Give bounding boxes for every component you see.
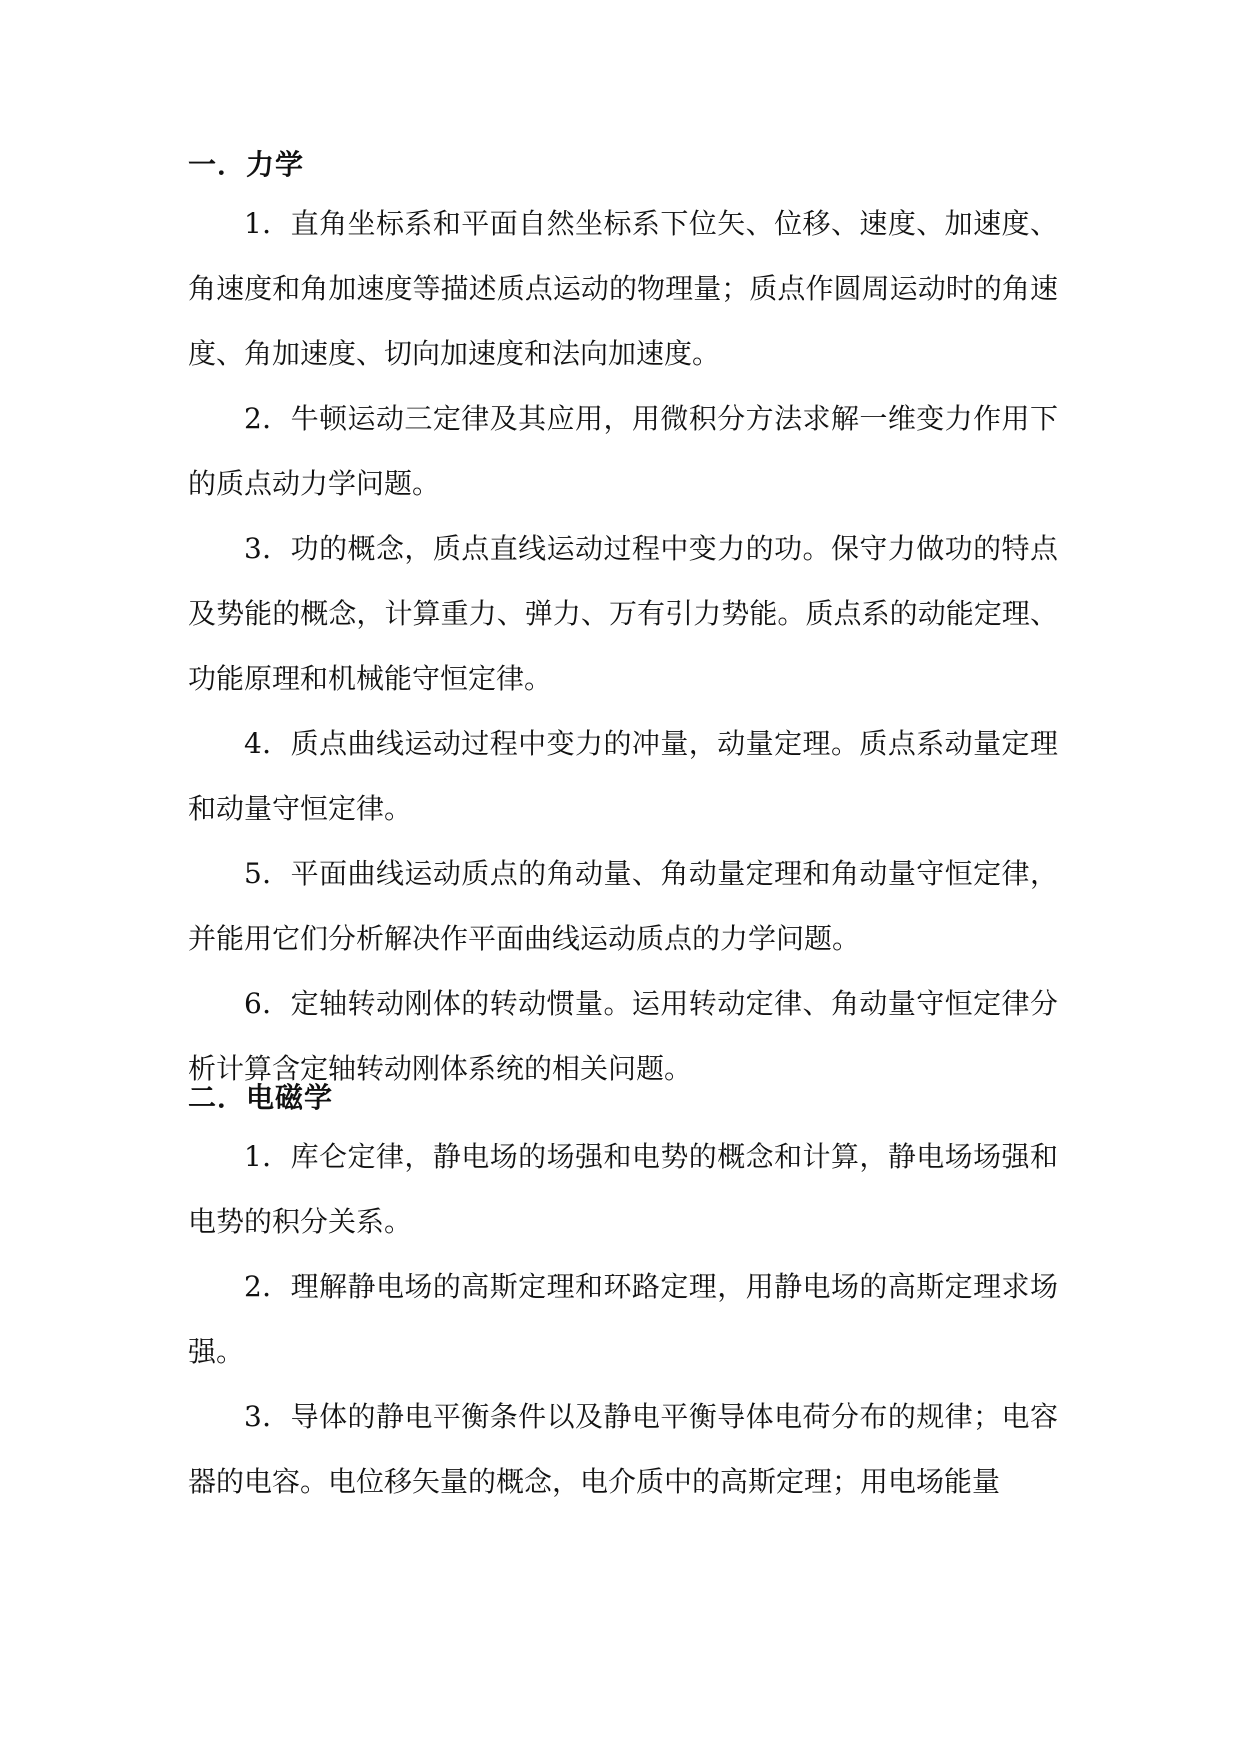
paragraph-item: 5．平面曲线运动质点的角动量、角动量定理和角动量守恒定律，并能用它们分析解决作平面曲线运动质点的力学问题。 [188,857,1058,955]
paragraph-item: 1．直角坐标系和平面自然坐标系下位矢、位移、速度、加速度、角速度和角加速度等描述质点运动的物理量；质点作圆周运动时的角速度、角加速度、切向加速度和法向加速度。 [188,207,1058,370]
paragraph-item: 4．质点曲线运动过程中变力的冲量，动量定理。质点系动量定理和动量守恒定律。 [188,727,1058,825]
paragraph-item: 6．定轴转动刚体的转动惯量。运用转动定律、角动量守恒定律分析计算含定轴转动刚体系统的相关问题。 [188,987,1058,1085]
section-heading-mechanics: 一．力学 [188,148,305,181]
section-heading-electromagnetism: 二．电磁学 [188,1081,334,1114]
paragraph-item: 3．功的概念，质点直线运动过程中变力的功。保守力做功的特点及势能的概念，计算重力、弹力、万有引力势能。质点系的动能定理、功能原理和机械能守恒定律。 [188,532,1058,695]
paragraph-item: 2．牛顿运动三定律及其应用，用微积分方法求解一维变力作用下的质点动力学问题。 [188,402,1058,500]
paragraph-item: 3．导体的静电平衡条件以及静电平衡导体电荷分布的规律；电容器的电容。电位移矢量的概念，电介质中的高斯定理；用电场能量 [188,1400,1058,1498]
paragraph-item: 1．库仑定律，静电场的场强和电势的概念和计算，静电场场强和电势的积分关系。 [188,1140,1058,1238]
section-body-mechanics [188,191,1058,1101]
paragraph-item: 2．理解静电场的高斯定理和环路定理，用静电场的高斯定理求场强。 [188,1270,1058,1368]
section-body-electromagnetism [188,1124,1058,1514]
